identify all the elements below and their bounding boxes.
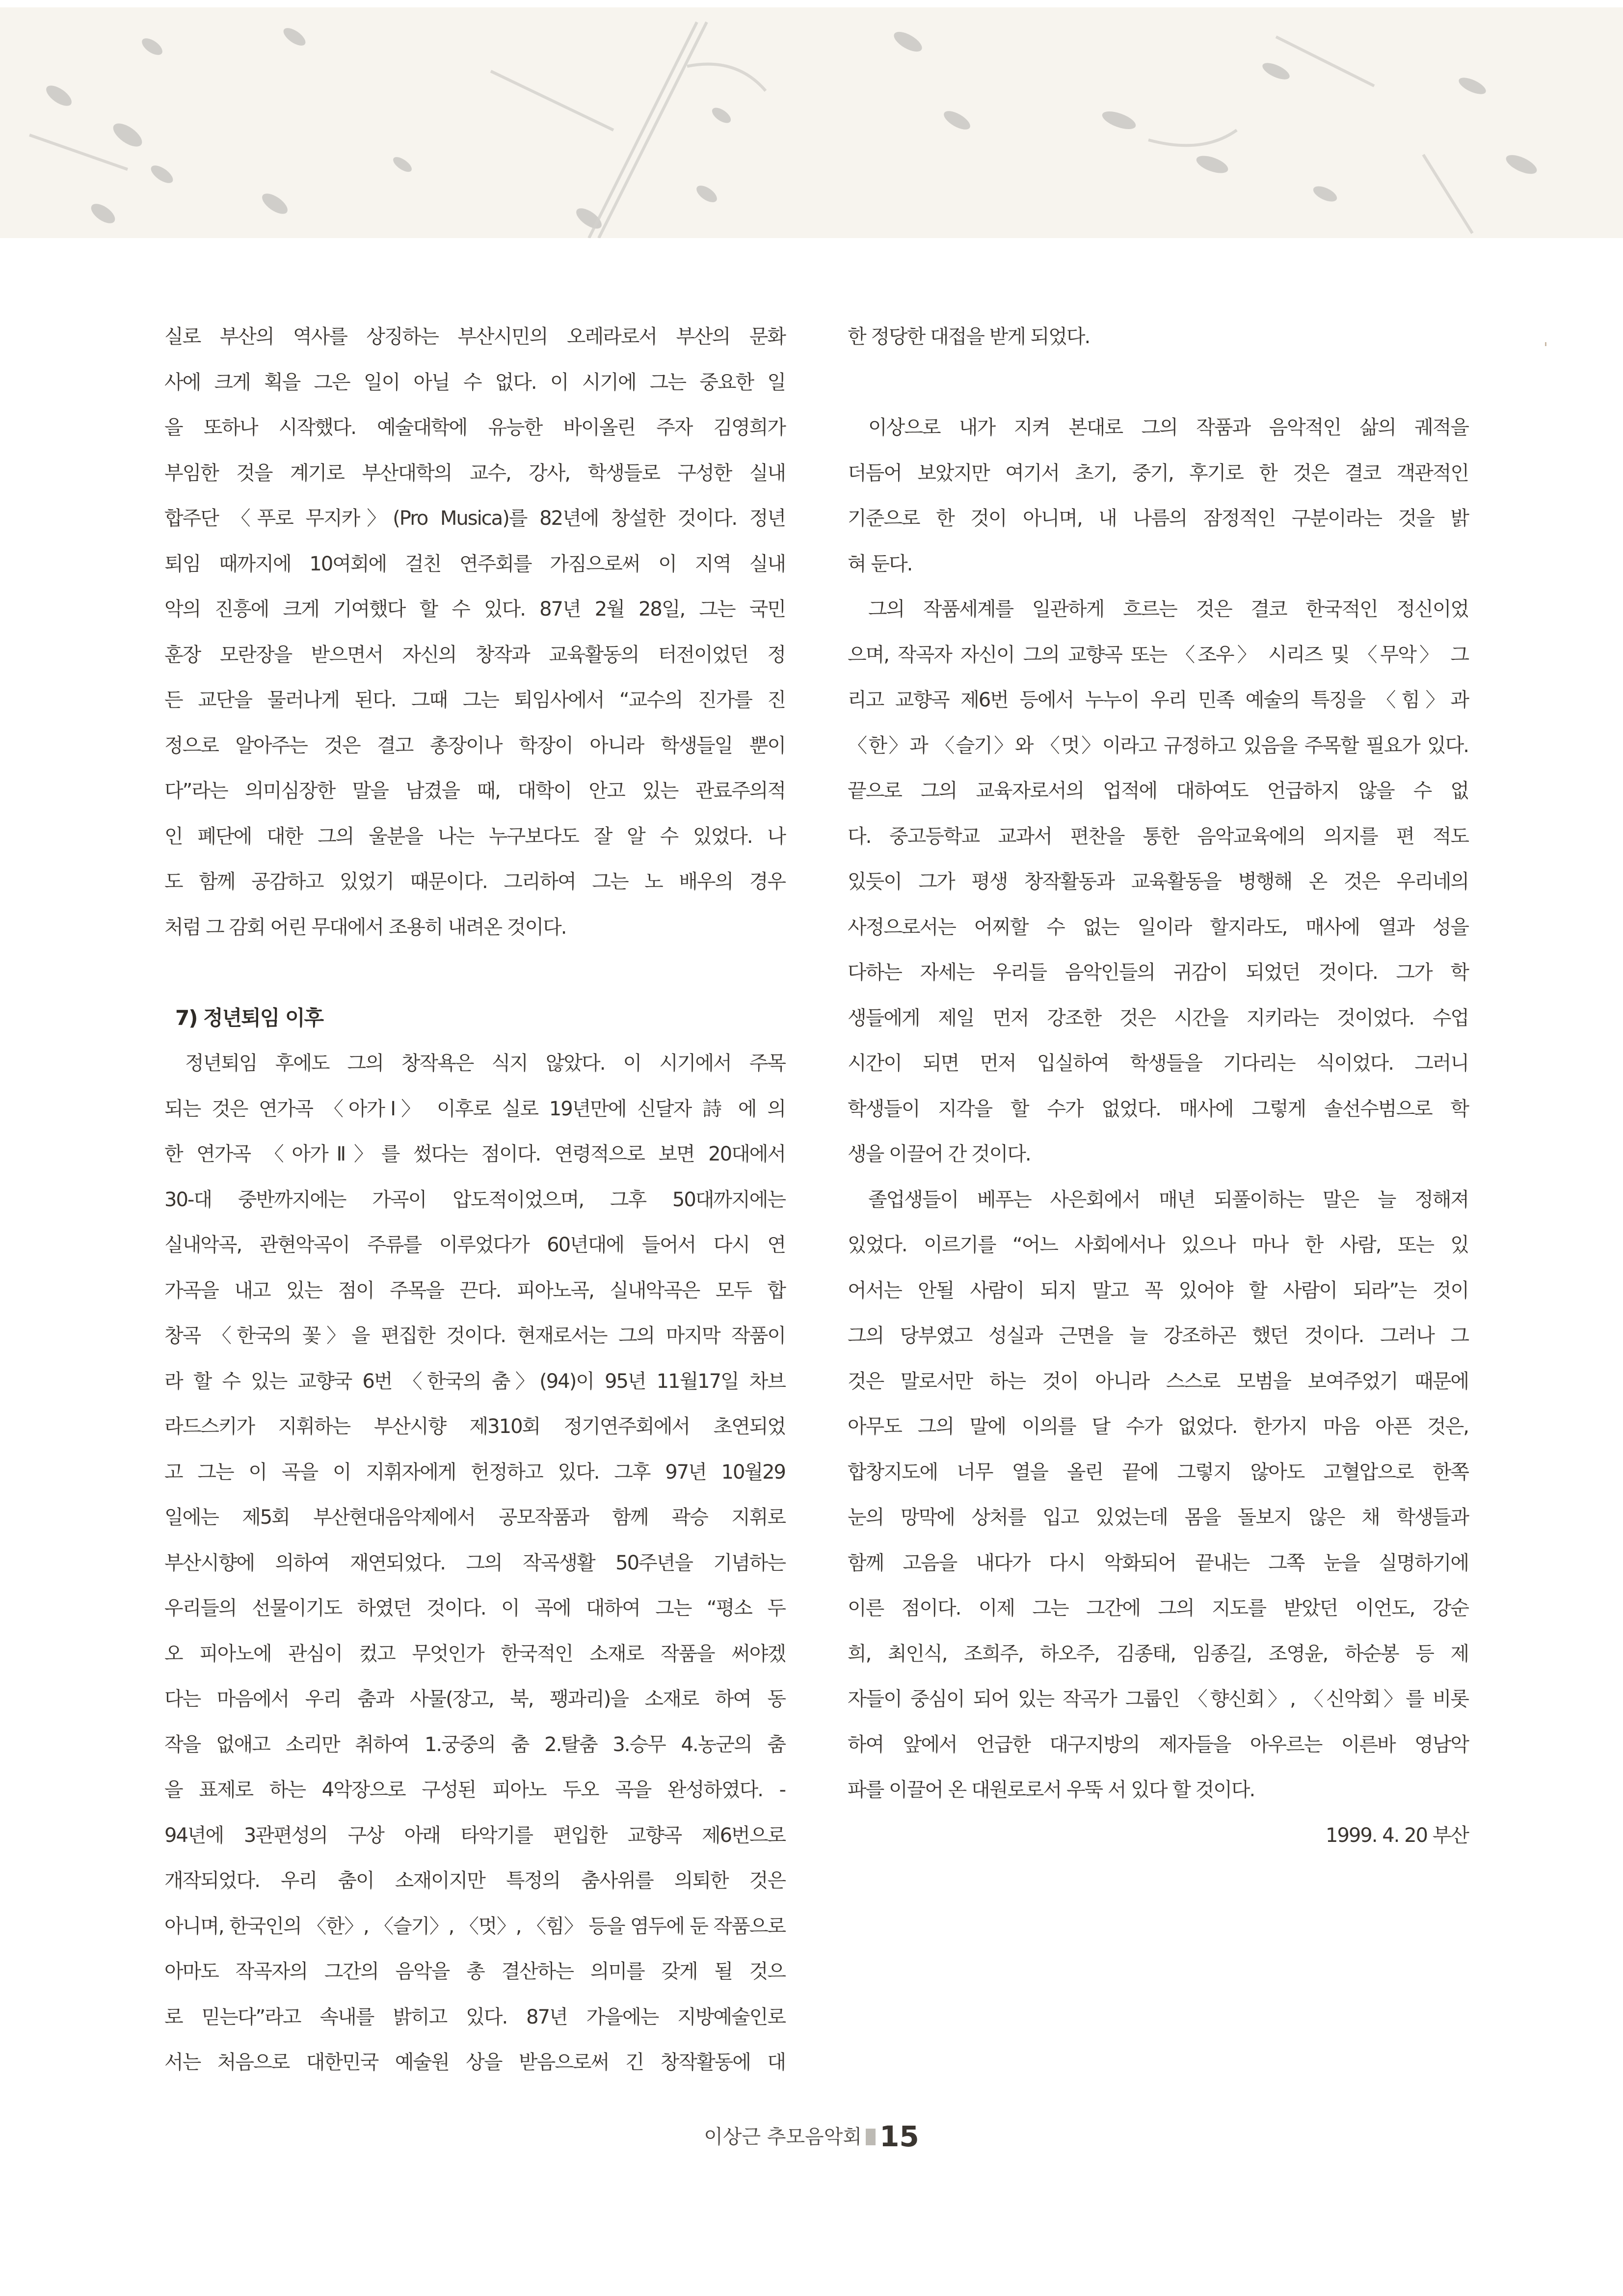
text-line: 합창지도에 너무 열을 올린 끝에 그렇지 않아도 고혈압으로 한쪽 [848, 1460, 1468, 1484]
right-column [848, 314, 1468, 1858]
section-heading: 7) 정년퇴임 이후 [175, 1005, 323, 1030]
paragraph [164, 1041, 785, 2085]
text-line: 정년퇴임 후에도 그의 창작욕은 식지 않았다. 이 시기에서 주목 [185, 1052, 785, 1075]
paragraph [848, 314, 1468, 360]
text-line: 하여 앞에서 언급한 대구지방의 제자들을 아우르는 이른바 영남악 [848, 1733, 1468, 1756]
text-line: 로 믿는다”라고 속내를 밝히고 있다. 87년 가을에는 지방예술인로 [164, 2005, 785, 2028]
text-line: 부산시향에 의하여 재연되었다. 그의 작곡생활 50주년을 기념하는 [164, 1551, 785, 1574]
text-line: 사에 크게 획을 그은 일이 아닐 수 없다. 이 시기에 그는 중요한 일 [164, 371, 785, 394]
text-line: 우리들의 선물이기도 하였던 것이다. 이 곡에 대하여 그는 “평소 두 [164, 1597, 785, 1620]
text-line: 처럼 그 감회 어린 무대에서 조용히 내려온 것이다. [164, 916, 566, 939]
text-line: 작을 없애고 소리만 취하여 1.궁중의 춤 2.탈춤 3.승무 4.농군의 춤 [164, 1733, 785, 1756]
sheet-music-illustration [0, 7, 1623, 238]
text-line: 창곡 〈한국의 꽃〉을 편집한 것이다. 현재로서는 그의 마지막 작품이 [164, 1324, 785, 1347]
text-line: 아니며, 한국인의 〈한〉, 〈슬기〉, 〈멋〉, 〈힘〉 등을 염두에 둔 작품으로 [164, 1915, 785, 1938]
left-column [164, 314, 785, 2085]
text-line: 라드스키가 지휘하는 부산시향 제310회 정기연주회에서 초연되었 [164, 1415, 785, 1438]
text-line: 을 또하나 시작했다. 예술대학에 유능한 바이올린 주자 김영희가 [164, 416, 785, 439]
text-line: 훈장 모란장을 받으면서 자신의 창작과 교육활동의 터전이었던 정 [164, 643, 785, 666]
text-line: 94년에 3관편성의 구상 아래 타악기를 편입한 교향곡 제6번으로 [164, 1824, 785, 1847]
text-line: 개작되었다. 우리 춤이 소재이지만 특정의 춤사위를 의퇴한 것은 [164, 1869, 785, 1892]
text-line: 다”라는 의미심장한 말을 남겼을 때, 대학이 안고 있는 관료주의적 [164, 780, 785, 802]
text-line: 악의 진흥에 크게 기여했다 할 수 있다. 87년 2월 28일, 그는 국민 [164, 598, 785, 621]
text-line: 자들이 중심이 되어 있는 작곡가 그룹인 〈향신회〉, 〈신악회〉를 비롯 [848, 1688, 1468, 1710]
scan-mark [1545, 342, 1546, 346]
text-line: 그의 당부였고 성실과 근면을 늘 강조하곤 했던 것이다. 그러나 그 [848, 1324, 1468, 1347]
page-footer [0, 2120, 1623, 2153]
text-line: 을 표제로 하는 4악장으로 구성된 피아노 두오 곡을 완성하였다. - [164, 1779, 785, 1801]
text-line: 합주단 〈푸로 무지카〉(Pro Musica)를 82년에 창설한 것이다. 정년 [164, 507, 785, 530]
text-line: 이른 점이다. 이제 그는 그간에 그의 지도를 받았던 이언도, 강순 [848, 1597, 1468, 1620]
text-line: 든 교단을 물러나게 된다. 그때 그는 퇴임사에서 “교수의 진가를 진 [164, 689, 785, 711]
spacer [164, 950, 785, 996]
square-bullet-icon [866, 2129, 876, 2145]
text-line: 30-대 중반까지에는 가곡이 압도적이었으며, 그후 50대까지에는 [164, 1188, 785, 1211]
text-line: 한 연가곡 〈아가Ⅱ〉를 썼다는 점이다. 연령적으로 보면 20대에서 [164, 1143, 785, 1165]
text-line: 한 정당한 대접을 받게 되었다. [848, 325, 1090, 348]
text-line: 일에는 제5회 부산현대음악제에서 공모작품과 함께 곽승 지휘로 [164, 1506, 785, 1529]
text-line: 오 피아노에 관심이 컸고 무엇인가 한국적인 소재로 작품을 써야겠 [164, 1642, 785, 1665]
paragraph [848, 405, 1468, 587]
text-line: 이상으로 내가 지켜 본대로 그의 작품과 음악적인 삶의 궤적을 [868, 416, 1468, 439]
text-line: 서는 처음으로 대한민국 예술원 상을 받음으로써 긴 창작활동에 대 [164, 2051, 785, 2074]
text-line: 다. 중고등학교 교과서 편찬을 통한 음악교육에의 의지를 편 적도 [848, 825, 1468, 848]
paragraph [848, 1177, 1468, 1813]
text-line: 인 폐단에 대한 그의 울분을 나는 누구보다도 잘 알 수 있었다. 나 [164, 825, 785, 848]
text-line: 다하는 자세는 우리들 음악인들의 귀감이 되었던 것이다. 그가 학 [848, 961, 1468, 984]
text-line: 있었다. 이르기를 “어느 사회에서나 있으나 마나 한 사람, 또는 있 [848, 1234, 1468, 1256]
text-line: 아무도 그의 말에 이의를 달 수가 없었다. 한가지 마음 아픈 것은, [848, 1415, 1468, 1438]
text-line: 있듯이 그가 평생 창작활동과 교육활동을 병행해 온 것은 우리네의 [848, 870, 1468, 893]
text-line: 라 할 수 있는 교향국 6번 〈한국의 춤〉(94)이 95년 11월17일 차브 [164, 1370, 785, 1393]
text-line: 시간이 되면 먼저 입실하여 학생들을 기다리는 식이었다. 그러니 [848, 1052, 1468, 1075]
text-line: 퇴임 때까지에 10여회에 걸친 연주회를 가짐으로써 이 지역 실내 [164, 552, 785, 575]
text-line: 것은 말로서만 하는 것이 아니라 스스로 모범을 보여주었기 때문에 [848, 1370, 1468, 1393]
text-line: 되는 것은 연가곡 〈아가Ⅰ〉 이후로 실로 19년만에 신달자 詩 에 의 [164, 1097, 785, 1120]
paragraph [164, 314, 785, 950]
text-line: 끝으로 그의 교육자로서의 업적에 대하여도 언급하지 않을 수 없 [848, 780, 1468, 802]
text-line: 함께 고음을 내다가 다시 악화되어 끝내는 그쪽 눈을 실명하기에 [848, 1551, 1468, 1574]
text-line: 다는 마음에서 우리 춤과 사물(장고, 북, 꽹과리)을 소재로 하여 동 [164, 1688, 785, 1710]
text-line: 학생들이 지각을 할 수가 없었다. 매사에 그렇게 솔선수범으로 학 [848, 1097, 1468, 1120]
text-line: 부임한 것을 계기로 부산대학의 교수, 강사, 학생들로 구성한 실내 [164, 461, 785, 485]
text-line: 사정으로서는 어찌할 수 없는 일이라 할지라도, 매사에 열과 성을 [848, 916, 1468, 939]
text-line: 생을 이끌어 간 것이다. [848, 1143, 1031, 1165]
text-line: 으며, 작곡자 자신이 그의 교향곡 또는 〈조우〉 시리즈 및 〈무악〉 그 [848, 643, 1468, 666]
text-line: 고 그는 이 곡을 이 지휘자에게 헌정하고 있다. 그후 97년 10월29 [164, 1460, 785, 1484]
text-line: 눈의 망막에 상처를 입고 있었는데 몸을 돌보지 않은 채 학생들과 [848, 1506, 1468, 1529]
page-number: 15 [879, 2120, 919, 2153]
text-line: 〈한〉과 〈슬기〉와 〈멋〉이라고 규정하고 있음을 주목할 필요가 있다. [848, 734, 1468, 757]
footer-title: 이상근 추모음악회 [704, 2126, 862, 2148]
spacer [848, 360, 1468, 405]
text-line: 그의 작품세계를 일관하게 흐르는 것은 결코 한국적인 정신이었 [868, 598, 1468, 621]
text-line: 실내악곡, 관현악곡이 주류를 이루었다가 60년대에 들어서 다시 연 [164, 1234, 785, 1256]
text-line: 기준으로 한 것이 아니며, 내 나름의 잠정적인 구분이라는 것을 밝 [848, 507, 1468, 530]
date-signature: 1999. 4. 20 부산 [1326, 1824, 1468, 1847]
paragraph [848, 587, 1468, 1177]
text-line: 리고 교향곡 제6번 등에서 누누이 우리 민족 예술의 특징을 〈힘〉과 [848, 689, 1468, 711]
text-line: 아마도 작곡자의 그간의 음악을 총 결산하는 의미를 갖게 될 것으 [164, 1960, 785, 1983]
text-line: 정으로 알아주는 것은 결고 총장이나 학장이 아니라 학생들일 뿐이 [164, 734, 785, 757]
text-line: 어서는 안될 사람이 되지 말고 꼭 있어야 할 사람이 되라”는 것이 [848, 1279, 1468, 1302]
text-line: 더듬어 보았지만 여기서 초기, 중기, 후기로 한 것은 결코 객관적인 [848, 461, 1468, 485]
text-line: 실로 부산의 역사를 상징하는 부산시민의 오레라로서 부산의 문화 [164, 325, 785, 348]
text-line: 생들에게 제일 먼저 강조한 것은 시간을 지키라는 것이었다. 수업 [848, 1006, 1468, 1029]
text-line: 졸업생들이 베푸는 사은회에서 매년 되풀이하는 말은 늘 정해져 [868, 1188, 1468, 1211]
text-line: 혀 둔다. [848, 552, 912, 575]
text-line: 가곡을 내고 있는 점이 주목을 끈다. 피아노곡, 실내악곡은 모두 합 [164, 1279, 785, 1302]
text-line: 도 함께 공감하고 있었기 때문이다. 그리하여 그는 노 배우의 경우 [164, 870, 785, 893]
text-line: 파를 이끌어 온 대원로로서 우뚝 서 있다 할 것이다. [848, 1779, 1255, 1801]
text-line: 희, 최인식, 조희주, 하오주, 김종태, 임종길, 조영윤, 하순봉 등 제 [848, 1642, 1468, 1665]
sheet-music-header-image [0, 7, 1623, 238]
